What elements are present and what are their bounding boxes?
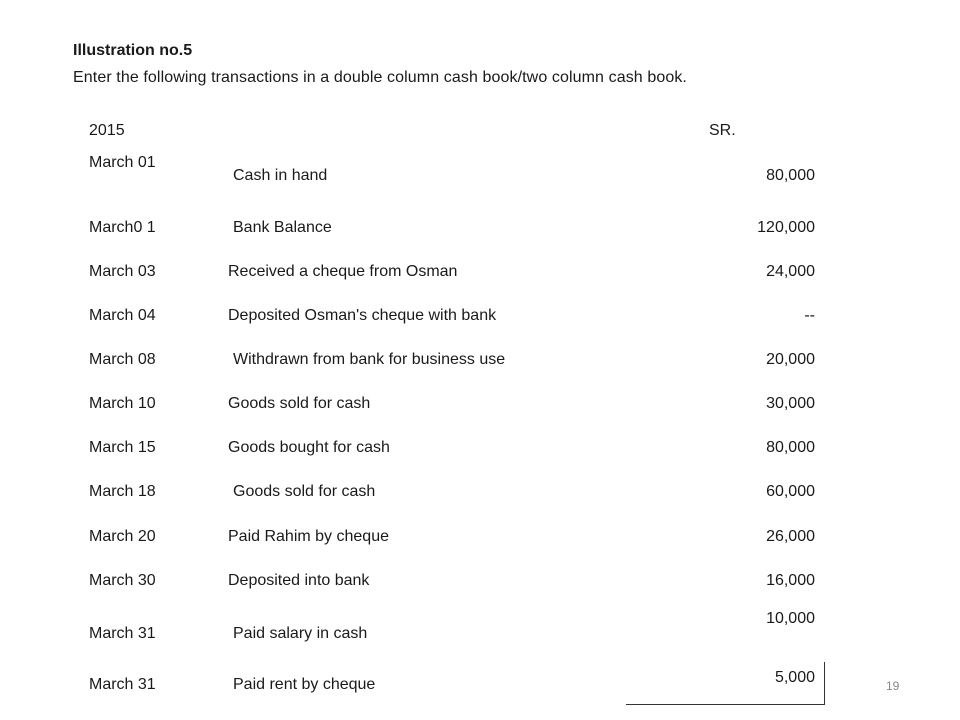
row-date: March 04: [89, 307, 156, 324]
row-description: Deposited Osman's cheque with bank: [228, 307, 497, 324]
row-date: March 10: [89, 395, 156, 412]
row-date: March 31: [89, 676, 156, 693]
row-amount: 80,000: [766, 439, 815, 456]
row-date: March 30: [89, 572, 156, 589]
row-date: March 15: [89, 439, 156, 456]
row-description: Paid salary in cash: [233, 625, 368, 642]
row-date: March 03: [89, 263, 156, 280]
row-description: Withdrawn from bank for business use: [233, 351, 506, 368]
row-description: Bank Balance: [233, 219, 332, 236]
row-amount: 80,000: [766, 167, 815, 184]
row-description: Deposited into bank: [228, 572, 370, 589]
illustration-title: Illustration no.5: [73, 42, 193, 59]
row-date: March 01: [89, 154, 156, 171]
row-date: March 08: [89, 351, 156, 368]
row-description: Goods sold for cash: [228, 395, 371, 412]
table-border-right: [824, 662, 825, 705]
amount-header: SR.: [709, 122, 736, 139]
table-border-bottom: [626, 704, 825, 705]
row-description: Received a cheque from Osman: [228, 263, 458, 280]
row-description: Goods sold for cash: [233, 483, 376, 500]
row-date: March0 1: [89, 219, 156, 236]
row-amount: 10,000: [766, 610, 815, 627]
row-amount: 20,000: [766, 351, 815, 368]
row-amount: --: [804, 307, 815, 324]
year-header: 2015: [89, 122, 125, 139]
row-amount: 5,000: [774, 669, 815, 686]
instruction-text: Enter the following transactions in a double column cash book/two column cash book.: [73, 69, 687, 86]
row-amount: 120,000: [757, 219, 815, 236]
row-description: Goods bought for cash: [228, 439, 390, 456]
row-amount: 26,000: [766, 528, 815, 545]
row-amount: 60,000: [766, 483, 815, 500]
row-description: Paid rent by cheque: [233, 676, 376, 693]
row-date: March 31: [89, 625, 156, 642]
row-date: March 18: [89, 483, 156, 500]
row-amount: 30,000: [766, 395, 815, 412]
page-number: 19: [886, 679, 900, 693]
row-amount: 16,000: [766, 572, 815, 589]
row-date: March 20: [89, 528, 156, 545]
row-description: Paid Rahim by cheque: [228, 528, 389, 545]
row-description: Cash in hand: [233, 167, 328, 184]
row-amount: 24,000: [766, 263, 815, 280]
